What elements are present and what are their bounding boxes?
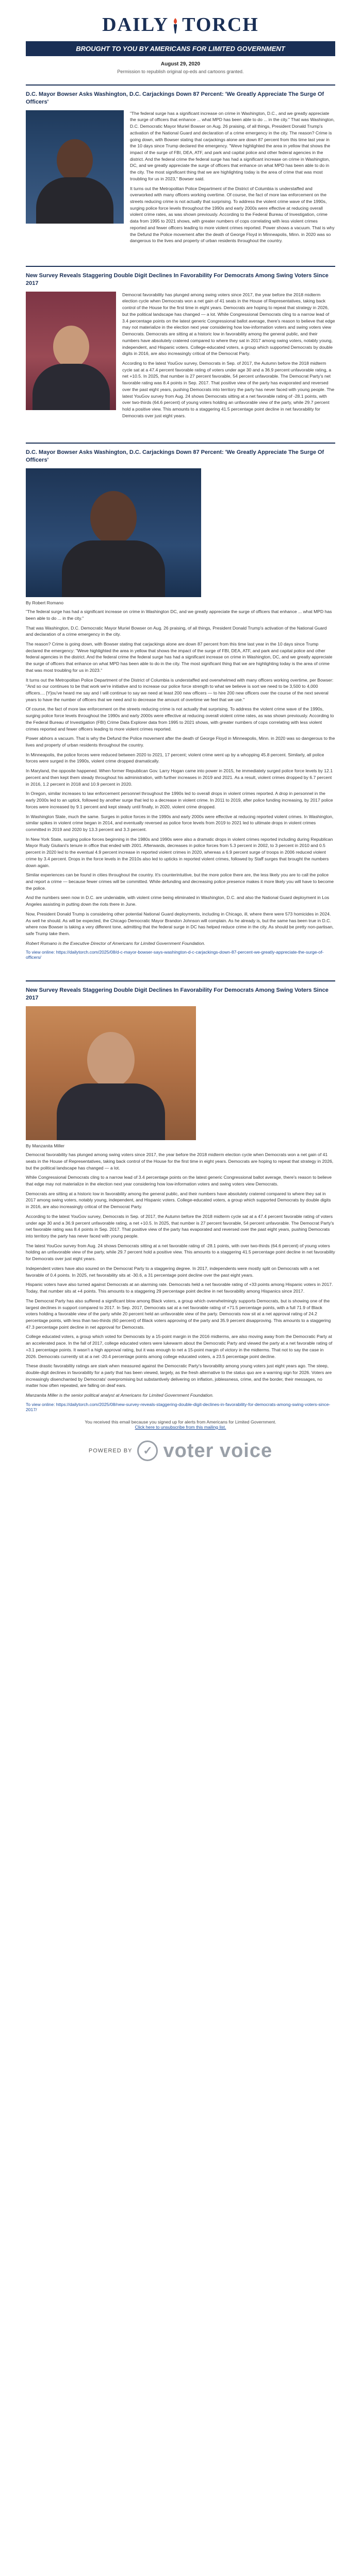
paragraph: These drastic favorability ratings are stark when measured against the Democratic Party's favorability among young voters just eight years ago. The steep, double-digit declines in favorability for a party that has been viewed, largely, as the fresh alternative to the status quo are a warning sign for 2026. Voters are increasingly disenchanted by Democrats' overpromising but substantively delivering on inflation, joblessness, crime, and the border, their messages, no matter how often repeated, are falling on deaf ears. bbox=[26, 1363, 332, 1388]
paragraph: In Oregon, similar increases to law enforcement personnel throughout the 1990s led to overall drops in violent crimes reported. A drop in personnel in the early 2000s led to an uptick, followed by another surge that led to a decrease in violent crime. In 2011 to 2019, after police funding increasing, by 2017 police forces were increased by 9.1 percent and kept steady until finally, in 2020, violent crime dropped. bbox=[26, 791, 333, 809]
footer-note: You received this email because you signed up for alerts from Americans for Limited Government. bbox=[85, 1419, 276, 1425]
permission-note: Permission to republish original op-eds and cartoons granted. bbox=[117, 69, 244, 74]
paragraph: According to the latest YouGov survey, Democrats in Sep. of 2017, the Autumn before the 2018 midterm cycle sat at a 47.4 percent favorable rating of voters under age 30 and a 36.9 percent unfavorable rating, a net +10.5. In 2025, that number is 27 percent favorable, 54 percent unfavorable. The Democrat Party's net favorable rating was 8.4 points in Sep. 2017. That positive view of the party has evaporated and reversed over the past eight years, pushing Democrats into territory the party has never faced with young people. The latest YouGov survey from Aug. 24 shows Democrats sitting at a net favorable rating of -28.1 points, with over two-thirds (64.6 percent) of young voters holding an unfavorable view of the party, while 29.7 percent hold a positive view. This amounts to a staggering 41.5 percentage point decline in net favorability for Democrats over just eight years. bbox=[122, 360, 335, 418]
paragraph: The Democrat Party has also suffered a significant blow among Black voters, a group which overwhelmingly supports Democrats, but is showing one of the largest declines in support compared to 2017. In Sep. 2017, Democrats sat at a net favorable rating of +71.5 percentage points, with a full 71.9 of Black voters holding a favorable view of the party while 20 percent held an unfavorable view of the party. Democrats now sit at a net approval rating of 24.2 percentage points, with less than two-thirds (60 percent) of Black voters approving of the party and 35.9 percent disapproving. This amounts to a staggering 47.3 percentage point decline in net approval for Democrats. bbox=[26, 1298, 331, 1330]
article-full-1 bbox=[26, 443, 335, 960]
paragraph: In Washington State, much the same. Surges in police forces in the 1990s and early 2000s were effective at reducing reported violent crimes. In Washington, similar spikes in violent crime began in 2014, and eventually reversed as police force levels from 2019 to 2021 led to ultimate drops in violent crimes committed in 2019 and 2020 by 13.3 percent and 3.3 percent. bbox=[26, 814, 334, 832]
powered-by[interactable] bbox=[26, 1440, 335, 1462]
paragraph: In Minneapolis, the police forces were reduced between 2020 to 2021, 17 percent; violent crime went up by a whopping 45.8 percent. Similarly, all police forces were surged in the 1990s, violent crime dropped dramatically. bbox=[26, 752, 324, 764]
paragraph: It turns out the Metropolitan Police Department of the District of Columbia is understaffed and overwhelmed with many officers working overtime, per Bowser: "And so our continues to be that work we're initiative and to increase our police force strength to what we believe is sort we need to be 3,500 to 4,000 officers.... [Y]ou've heard me say and I will continue to say we need at least 200 new officers — to hire 200 new officers over the course of the next several years to have the number of officers that we need and to decrease the amount of overtime we feel that we use." bbox=[26, 677, 334, 702]
article-title[interactable]: New Survey Reveals Staggering Double Digit Declines In Favorability For Democrats Among Swing Voters Since 2017 bbox=[26, 273, 329, 286]
paragraph: Power abhors a vacuum. That is why the Defund the Police movement after the death of George Floyd in Minneapolis, Minn. in 2020 was so dangerous to the lives and property of urban residents throughout the country. bbox=[26, 736, 335, 748]
article-photo-democrats bbox=[26, 292, 116, 410]
paragraph: Hispanic voters have also turned against Democrats at an alarming rate. Democrats held a net favorable rating of +33 points among Hispanic voters in 2017. Today, that number sits at +4 points. This amounts to a staggering 29 percentage point decline in net favorability among Hispanics since 2017. bbox=[26, 1282, 333, 1294]
paragraph: While Congressional Democrats cling to a narrow lead of 3.4 percentage points on the latest generic Congressional ballot average, there's reason to believe that edge may not materialize in the election next year considering how low-information voters and swing voters view Democrats. bbox=[26, 1175, 332, 1187]
votervoice-logo: voter voice bbox=[163, 1439, 273, 1462]
paragraph: Now, President Donald Trump is considering other potential National Guard deployments, including in Chicago, ill, where there were 573 homicides in 2024. As well he should. As will be expected, the Chicago Democratic Mayor Brandon Johnson will complain. As he already is, but the same has been true in D.C. where now Bowser is taking a very different tone, admitting that the federal surge in DC has helped reduce crime in the city. As should be pretty non-partisan, safe Trump take them. bbox=[26, 911, 334, 936]
view-online-link[interactable]: To view online: https://dailytorch.com/2025/08/d-c-mayor-bowser-says-washington-d-c-carjackings-down-87-percent-we-greatly-appreciate-the-surge-of-officers/ bbox=[26, 950, 324, 960]
paragraph: Of course, the fact of more law enforcement on the streets reducing crime is not actually that surprising. To address the violent crime wave of the 1990s, surging police force levels throughout the 1990s and early 2000s were effective at reducing overall violent crime rates, as was shown previously. According to the Federal Bureau of Investigation (FBI) Crime Data Explorer data from 1995 to 2021 shows, with greater numbers of cops correlating with less violent crimes reported and fewer officers leading to more violent crimes reported. bbox=[26, 706, 334, 732]
checkmark-icon: ✓ bbox=[137, 1440, 158, 1461]
article-title[interactable]: D.C. Mayor Bowser Asks Washington, D.C. Carjackings Down 87 Percent: 'We Greatly Appreciate The Surge Of Officers' bbox=[26, 91, 324, 105]
paragraph: Democrat favorability has plunged among swing voters since 2017, the year before the 2018 midterm election cycle when Democrats won a net gain of 41 seats in the House of Representatives, taking back control of the House for the first time in eight years. Democrats are hoping to repeat that strategy in 2026, but the political landscape has changed — a lot. bbox=[26, 1152, 334, 1171]
byline: By Manzanita Miller bbox=[26, 1143, 64, 1149]
issue-date: August 29, 2020 bbox=[160, 61, 201, 67]
paragraph: The latest YouGov survey from Aug. 24 shows Democrats sitting at a net favorable rating of -28.1 points, with over two-thirds (64.6 percent) of young voters holding an unfavorable view of the party, while 29.7 percent hold a positive view. This amounts to a staggering 41.5 percentage point decline in net favorability for Democrats over just eight years. bbox=[26, 1243, 335, 1262]
footer bbox=[26, 1419, 335, 1430]
paragraph: "The federal surge has had a significant increase on crime in Washington DC, and we greatly appreciate the surge of officers that enhance ... what MPD has been able to do ... in the city." bbox=[26, 609, 332, 621]
masthead bbox=[26, 0, 335, 74]
paragraph: Similar experiences can be found in cities throughout the country. It's counterintuitive, but the more police there are, the less likely you are to call the police and report a crime — because fewer crimes will be committed. While defunding and decreasing police presence makes it more likely you will have to become the police. bbox=[26, 872, 334, 891]
paragraph: In New York State, surging police forces beginning in the 1980s and 1990s were also a dramatic drops in violent crimes reported including during Republican Mayor Rudy Giuliani's tenure in office that ended with 2001. Afterwards, decreases in police forces from 5.3 percent in 2002, to 3 percent in 2010 and 0.5 percent in 2020 led to the eventual 4.9 percent increase in reported violent crimes in 2020, whereas a 6.9 percent surge of troops in 2006 reduced violent crime by 3.4 percent. Drops in the force levels in the 2010s also led to upticks in reported violent crimes, followed by Staff surges that brought the numbers down again. bbox=[26, 836, 333, 868]
article-body bbox=[26, 1151, 335, 1399]
paragraph: Independent voters have also soured on the Democrat Party to a staggering degree. In 2017, independents were mostly split on Democrats with a net favorable of 0.4 points. In 2025, net favorability sits at -30.6, a 31 percentage point decline over the past eight years. bbox=[26, 1265, 319, 1278]
torch-icon bbox=[171, 16, 180, 33]
paragraph: Democrat favorability has plunged among swing voters since 2017, the year before the 2018 midterm election cycle when Democrats won a net gain of 41 seats in the House of Representatives, taking back control of the House for the first time in eight years. Democrats are hoping to repeat that strategy in 2026, but the political landscape has changed — a lot. While Congressional Democrats cling to a narrow lead of 3.4 percentage points on the latest generic Congressional ballot average, there's reason to believe that edge may not materialize in the election next year considering how low-information voters and swing voters view Democrats. Democrats are sitting at a historic low in favorability among the general public, and their numbers have absolutely cratered compared to where they sat in 2017 among swing voters, notably young, independent, and Hispanic voters. College-educated voters, a group which supported Democrats by double digits in 2016, are also increasingly critical of the Democrat Party. bbox=[122, 292, 335, 357]
logo-left: DAILY bbox=[102, 14, 169, 36]
logo-right: TORCH bbox=[182, 14, 259, 36]
paragraph: It turns out the Metropolitan Police Department of the District of Columbia is understaffed and overworked with many officers working overtime. Of course, the fact of more law enforcement on the streets reducing crime is not actually that surprising. To address the violent crime wave of the 1990s, surging police force levels throughout the 1990s and early 2000s were effective at reducing overall violent crime rates, as was shown previously. According to the Federal Bureau of Investigation, crime data from 1995 to 2021 shows, with greater numbers of cops correlating with less violent crimes reported and fewer officers leading to more violent crimes reported. Power shows a vacuum. That is why the Defund the Police movement after the death of George Floyd in Minneapolis, Minn. in 2020 was so dangerous to the lives and property of urban residents throughout the country. bbox=[130, 185, 335, 244]
article-full-2 bbox=[26, 980, 335, 1412]
email-container bbox=[26, 0, 335, 1462]
article-title[interactable]: D.C. Mayor Bowser Asks Washington, D.C. Carjackings Down 87 Percent: 'We Greatly Appreciate The Surge Of Officers' bbox=[26, 449, 324, 464]
paragraph: The reason? Crime is going down, with Bowser stating that carjackings alone are down 87 percent from this time last year in the 10 days since Trump declared the emergency: "Weve highlighted the area in yellow that shows the impact of the surge of FBI, DEA, ATF, and park and capital police and other federal agencies in the district. And the federal crime the federal surge has had a significant increase on crime in Washington, DC, and we greatly appreciate the surge of officers that enhance on what MPD has been able to do in the city. The most significant thing that we are highlighting today is the area of crime that was most troubling for us in 2023." bbox=[26, 641, 333, 673]
article-summary-1 bbox=[26, 84, 335, 247]
paragraph: And the numbers seen now in D.C. are undeniable, with violent crime being eliminated in Washington, D.C. and also the National Guard deployment in Los Angeles assisting in putting down the riots there in June. bbox=[26, 895, 330, 907]
paragraph: "The federal surge has a significant increase on crime in Washington, D.C., and we greatly appreciate the surge of officers that enhance ... what MPD has been able to do ... in the city." That was Washington, D.C. Democratic Mayor Muriel Bowser on Aug. 26 praising, of all things, President Donald Trump's activation of the National Guard and declaration of a crime emergency in the city. The reason? Crime is going down, with Bowser stating that carjackings alone are down 87 percent from this time last year in the 10 days since Trump declared the emergency. "Weve highlighted the area in yellow that shows the impact of the surge of FBI, DEA, ATF, and park and capital police and other federal agencies in the district. And the federal crime the federal surge has had a significant increase on crime in Washington, DC, and we greatly appreciate the surge of officers that enhance on what MPD has been able to do in the city. The most significant thing that we are highlighting today is the area of crime that was most troubling for us in 2023," Bowser said. bbox=[130, 110, 335, 181]
article-body bbox=[26, 608, 335, 946]
unsubscribe-link[interactable]: Click here to unsubscribe from this mailing list. bbox=[135, 1424, 226, 1430]
tagline-bar: BROUGHT TO YOU BY AMERICANS FOR LIMITED GOVERNMENT bbox=[26, 41, 335, 56]
paragraph: According to the latest YouGov survey, Democrats in Sep. of 2017, the Autumn before the 2018 midterm cycle sat at a 47.4 percent favorable rating of voters under age 30 and a 36.9 percent unfavorable rating, a net +10.5. In 2025, that number is 27 percent favorable, 54 percent unfavorable. The Democrat Party's net favorable rating was 8.4 points in Sep. 2017. That positive view of the party has evaporated and reversed over the past eight years, pushing Democrats into territory the party has never faced with young people. bbox=[26, 1213, 334, 1239]
byline: By Robert Romano bbox=[26, 600, 64, 606]
article-summary-2 bbox=[26, 266, 335, 422]
paragraph: In Maryland, the opposite happened. When former Republican Gov. Larry Hogan came into power in 2015, he immediately surged police force levels by 12.1 percent and then kept them steady throughout his administration, with further increases in 2019 and 2021. As a result, violent crimes dropped by 6.7 percent in 2016, 1.2 percent in 2018 and 10.9 percent in 2020. bbox=[26, 768, 333, 787]
logo[interactable] bbox=[26, 13, 335, 36]
article-photo-democrats-large bbox=[26, 1006, 196, 1140]
article-summary-text bbox=[122, 292, 335, 422]
article-photo-bowser bbox=[26, 110, 124, 224]
article-title[interactable]: New Survey Reveals Staggering Double Digit Declines In Favorability For Democrats Among Swing Voters Since 2017 bbox=[26, 987, 329, 1002]
article-photo-bowser-large bbox=[26, 468, 201, 597]
author-bio: Manzanita Miller is the senior political analyst at Americans for Limited Government Foundation. bbox=[26, 1393, 214, 1398]
author-bio: Robert Romano is the Executive Director of Americans for Limited Government Foundation. bbox=[26, 940, 205, 946]
paragraph: Democrats are sitting at a historic low in favorability among the general public, and their numbers have absolutely cratered compared to where they sat in 2017 among swing voters, notably young, independent, and Hispanic voters. College-educated voters, a group which supported Democrats by double digits in 2016, are also increasingly critical of the Democrat Party. bbox=[26, 1191, 331, 1210]
powered-by-label: POWERED BY bbox=[88, 1448, 133, 1454]
view-online-link[interactable]: To view online: https://dailytorch.com/2025/08/new-survey-reveals-staggering-double-digit-declines-in-favorability-for-democrats-among-swing-voters-since-2017/ bbox=[26, 1401, 331, 1412]
article-summary-text bbox=[130, 110, 335, 247]
paragraph: That was Washington, D.C. Democratic Mayor Muriel Bowser on Aug. 26 praising, of all things, President Donald Trump's activation of the National Guard and declaration of a crime emergency in the city. bbox=[26, 625, 327, 637]
paragraph: College educated voters, a group which voted for Democrats by a 15-point margin in the 2016 midterms, are also moving away from the Democratic Party at an accelerated pace. In the fall of 2017, college educated voters were lukewarm about the Democratic Party and viewed the party at a net favorable rating of +3.1 percentage points. It wasn't a high approval rating, but it was enough to net a 15-point margin of victory in the midterms. That not to say the case in 2026. Democrats currently sit at a net -20.4 percentage points among college educated voters, a 23.5 percentage point decline. bbox=[26, 1334, 333, 1359]
